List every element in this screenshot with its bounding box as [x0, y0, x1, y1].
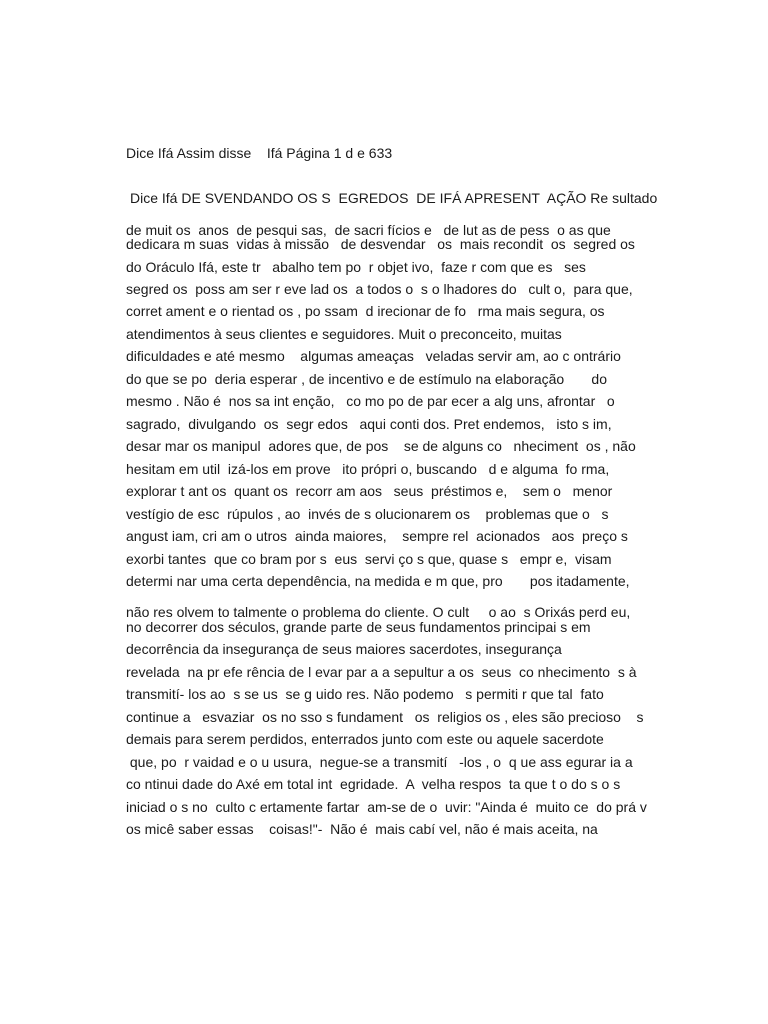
body-line: do que se po deria esperar , de incentivo e de estímulo na elaboração do — [126, 371, 607, 387]
body-line: de muit os anos de pesqui sas, de sacri fícios e de lut as de pess o as que — [126, 222, 611, 238]
body-line: atendimentos à seus clientes e seguidores. Muit o preconceito, muitas — [126, 326, 562, 342]
body-line: hesitam em util izá-los em prove ito própri o, buscando d e alguma fo rma, — [126, 461, 610, 477]
body-line: vestígio de esc rúpulos , ao invés de s olucionarem os problemas que o s — [126, 506, 609, 522]
body-line: os micê saber essas coisas!"- Não é mais cabí vel, não é mais aceita, na — [126, 821, 598, 837]
body-line: transmití- los ao s se us se g uido res. Não podemo s permiti r que tal fato — [126, 686, 604, 702]
body-line: mesmo . Não é nos sa int enção, co mo po de par ecer a alg uns, afrontar o — [126, 393, 615, 409]
body-line: demais para serem perdidos, enterrados junto com este ou aquele sacerdote — [126, 731, 604, 747]
body-line: no decorrer dos séculos, grande parte de seus fundamentos principai s em — [126, 619, 591, 635]
body-line: continue a esvaziar os no sso s fundament os religios os , eles são precioso s — [126, 709, 644, 725]
body-line: desar mar os manipul adores que, de pos se de alguns co nheciment os , não — [126, 438, 636, 454]
body-line: angust iam, cri am o utros ainda maiores, sempre rel acionados aos preço s — [126, 528, 628, 544]
body-line: decorrência da insegurança de seus maiores sacerdotes, insegurança — [126, 641, 562, 657]
page-header: Dice Ifá Assim disse Ifá Página 1 d e 633 — [126, 145, 393, 161]
body-line: dificuldades e até mesmo algumas ameaças veladas servir am, ao c ontrário — [126, 348, 621, 364]
body-line: exorbi tantes que co bram por s eus servi ço s que, quase s empr e, visam — [126, 551, 612, 567]
body-line: não res olvem to talmente o problema do cliente. O cult o ao s Orixás perd eu, — [126, 604, 631, 620]
document-title: Dice Ifá DE SVENDANDO OS S EGREDOS DE IFÁ APRESENT AÇÃO Re sultado — [130, 190, 658, 206]
body-line: dedicara m suas vidas à missão de desvendar os mais recondit os segred os — [126, 236, 635, 252]
body-line: iniciad o s no culto c ertamente fartar am-se de o uvir: "Ainda é muito ce do prá v — [126, 799, 647, 815]
body-line: corret ament e o rientad os , po ssam d irecionar de fo rma mais segura, os — [126, 303, 605, 319]
body-line: determi nar uma certa dependência, na medida e m que, pro pos itadamente, — [126, 573, 630, 589]
body-line: segred os poss am ser r eve lad os a todos o s o lhadores do cult o, para que, — [126, 281, 633, 297]
body-line: explorar t ant os quant os recorr am aos seus préstimos e, sem o menor — [126, 483, 613, 499]
body-line: que, po r vaidad e o u usura, negue-se a transmití -los , o q ue ass egurar ia a — [126, 754, 633, 770]
body-line: revelada na pr efe rência de l evar par a a sepultur a os seus co nhecimento s à — [126, 664, 637, 680]
body-line: sagrado, divulgando os segr edos aqui conti dos. Pret endemos, isto s im, — [126, 416, 612, 432]
body-line: co ntinui dade do Axé em total int egridade. A velha respos ta que t o do s o s — [126, 776, 621, 792]
body-line: do Oráculo Ifá, este tr abalho tem po r objet ivo, faze r com que es ses — [126, 259, 586, 275]
